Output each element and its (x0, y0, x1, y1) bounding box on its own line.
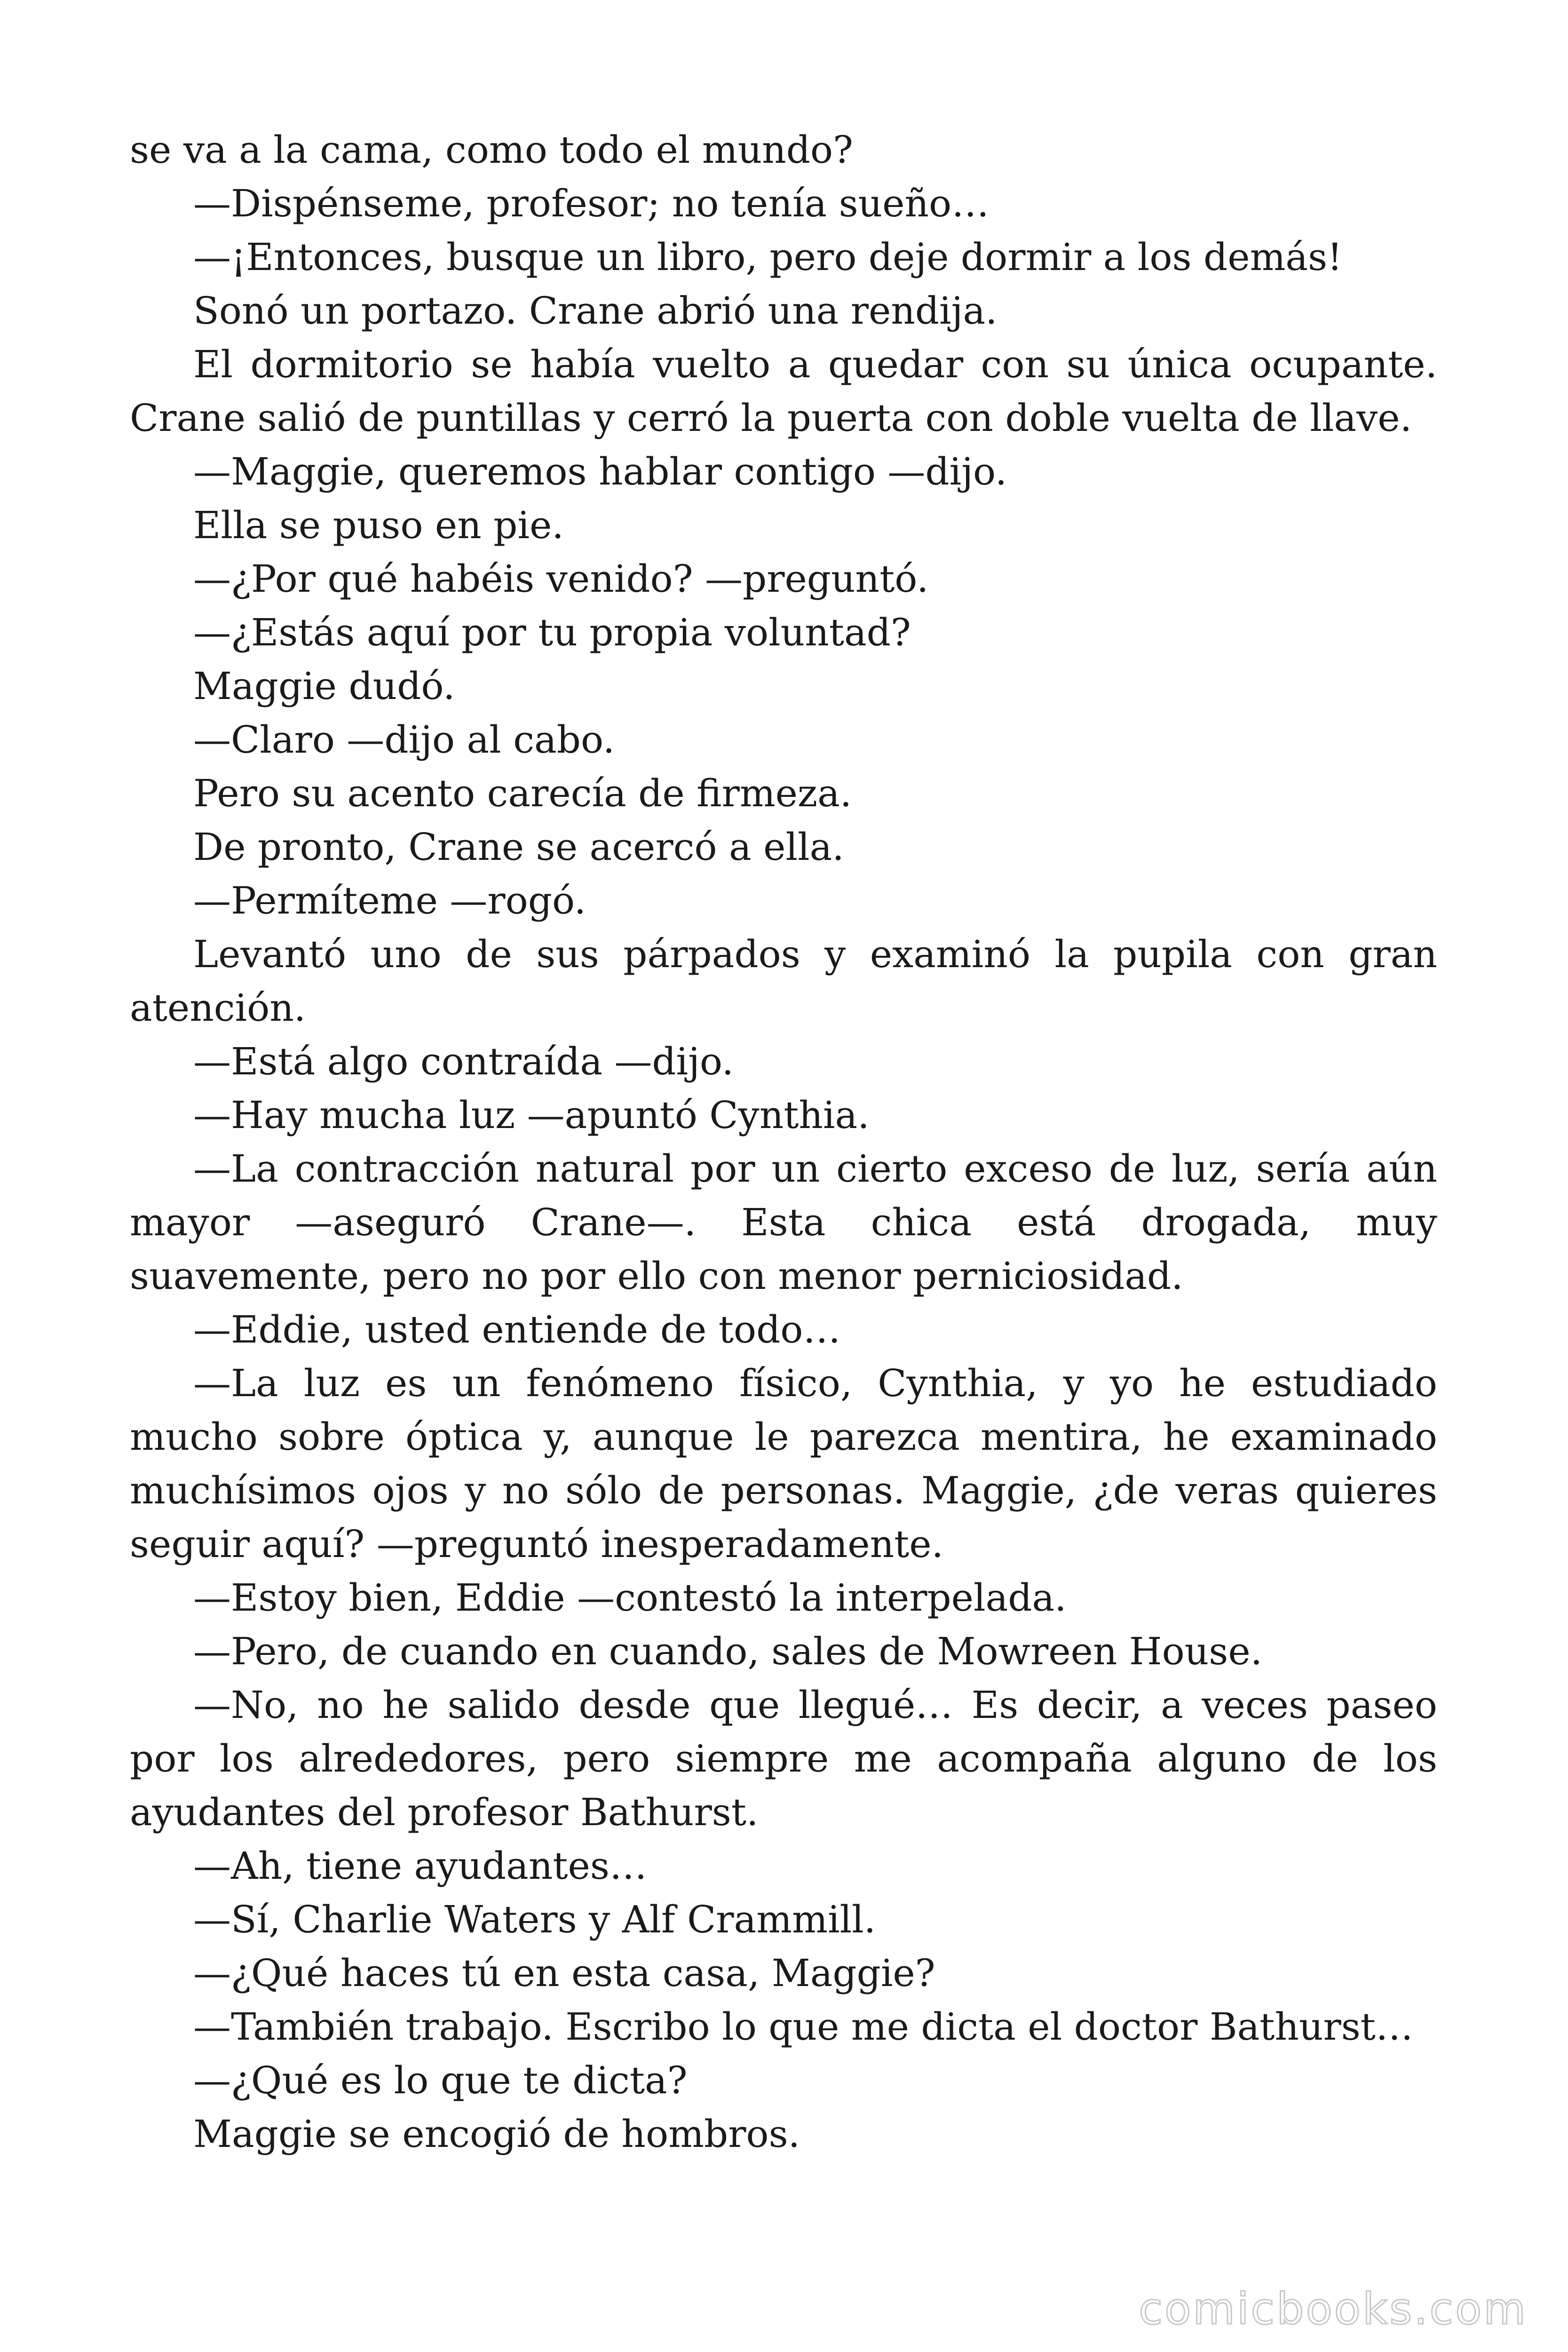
paragraph: De pronto, Crane se acercó a ella. (193, 825, 844, 869)
paragraph: —Maggie, queremos hablar contigo —dijo. (193, 450, 1007, 493)
paragraph: Maggie se encogió de hombros. (193, 2112, 800, 2156)
paragraph: Ella se puso en pie. (193, 503, 564, 547)
paragraph: —Sí, Charlie Waters y Alf Crammill. (193, 1898, 876, 1941)
paragraph: Levantó uno de sus párpados y examinó la pupila con gran atención. (130, 932, 1437, 1030)
paragraph: —Permíteme —rogó. (193, 879, 586, 922)
paragraph: Pero su acento carecía de firmeza. (193, 771, 852, 815)
paragraph: —También trabajo. Escribo lo que me dicta el doctor Bathurst… (193, 2005, 1413, 2049)
paragraph: —Claro —dijo al cabo. (193, 718, 615, 762)
paragraph: —Hay mucha luz —apuntó Cynthia. (193, 1093, 870, 1137)
paragraph: —Pero, de cuando en cuando, sales de Mowreen House. (193, 1629, 1263, 1673)
paragraph: —¡Entonces, busque un libro, pero deje dormir a los demás! (193, 235, 1343, 279)
paragraph: se va a la cama, como todo el mundo? (130, 128, 853, 172)
paragraph: Maggie dudó. (193, 664, 455, 708)
paragraph: Sonó un portazo. Crane abrió una rendija. (193, 289, 998, 333)
paragraph: —¿Qué es lo que te dicta? (193, 2058, 688, 2102)
page-body-text (130, 123, 1437, 2161)
paragraph: —¿Estás aquí por tu propia voluntad? (193, 611, 911, 654)
watermark: comicbooks.com (1139, 2284, 1528, 2334)
paragraph: —Ah, tiene ayudantes… (193, 1844, 647, 1888)
paragraph: —¿Por qué habéis venido? —preguntó. (193, 557, 929, 601)
paragraph: —La luz es un fenómeno físico, Cynthia, y yo he estudiado mucho sobre óptica y, aunque le parezca mentira, he examinado muchísimos ojos y no sólo de personas. Maggie, ¿de veras quieres seguir aquí? —preguntó inesperadamente. (130, 1361, 1437, 1566)
paragraph: —Eddie, usted entiende de todo… (193, 1308, 841, 1351)
paragraph: —¿Qué haces tú en esta casa, Maggie? (193, 1951, 935, 1995)
paragraph: —Dispénseme, profesor; no tenía sueño… (193, 182, 990, 225)
paragraph: —La contracción natural por un cierto exceso de luz, sería aún mayor —aseguró Crane—. Esta chica está drogada, muy suavemente, pero no por ello con menor perniciosidad. (130, 1147, 1437, 1298)
paragraph: El dormitorio se había vuelto a quedar con su única ocupante. Crane salió de puntillas y cerró la puerta con doble vuelta de llave. (130, 342, 1437, 440)
paragraph: —Estoy bien, Eddie —contestó la interpelada. (193, 1576, 1067, 1620)
paragraph: —No, no he salido desde que llegué… Es decir, a veces paseo por los alrededores, pero siempre me acompaña alguno de los ayudantes del profesor Bathurst. (130, 1683, 1437, 1834)
paragraph: —Está algo contraída —dijo. (193, 1040, 734, 1083)
